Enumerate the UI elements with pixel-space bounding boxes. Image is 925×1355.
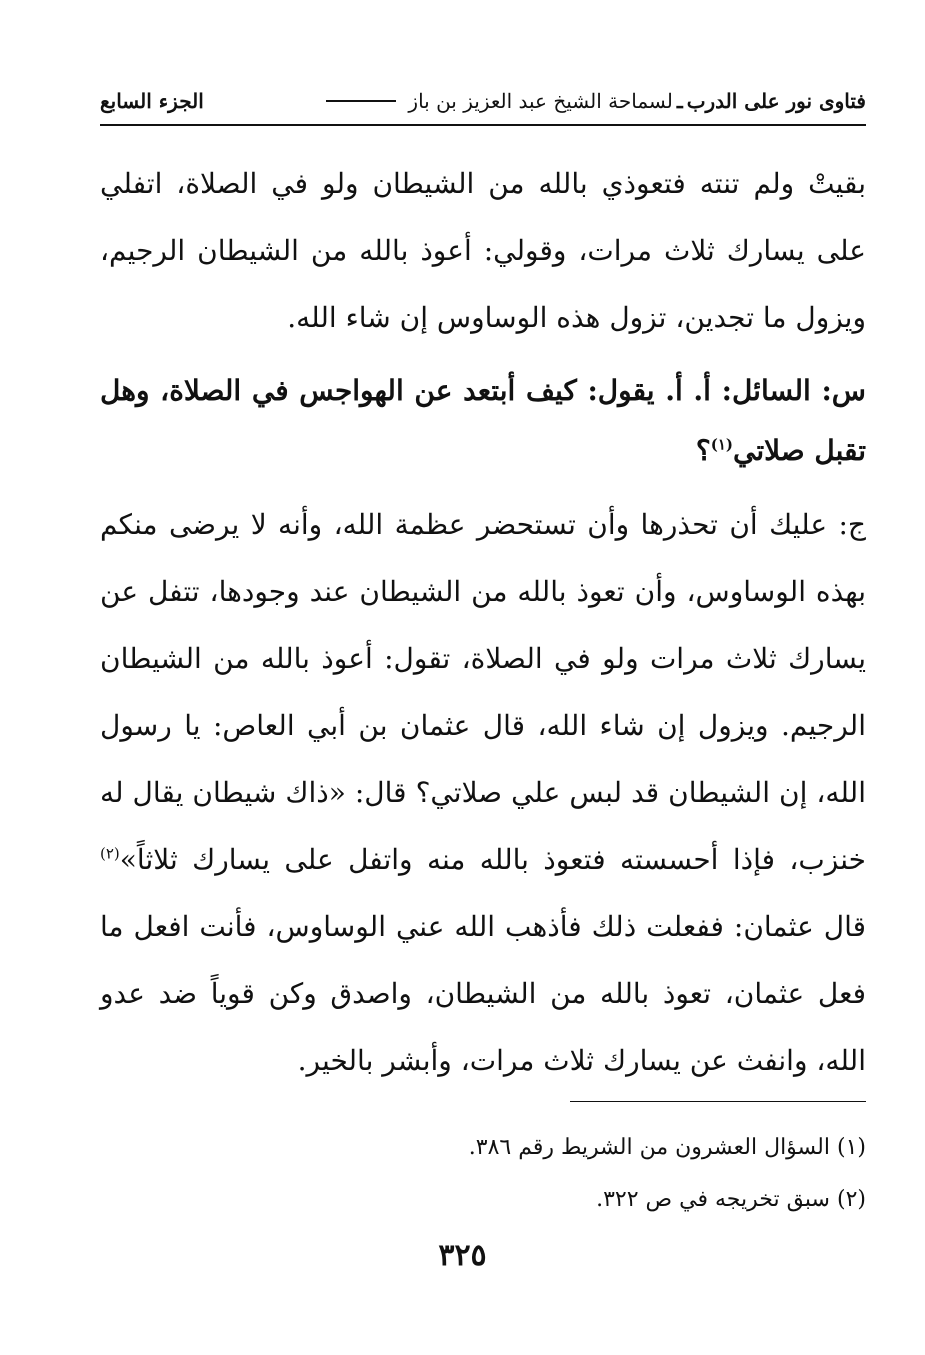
question-text: س: السائل: أ. أ. يقول: كيف أبتعد عن الهواجس في الصلاة، وهل تقبل صلاتي bbox=[100, 374, 866, 467]
running-header bbox=[100, 84, 866, 118]
header-author: لسماحة الشيخ عبد العزيز بن باز bbox=[408, 89, 673, 113]
header-rule bbox=[100, 124, 866, 126]
question-paragraph bbox=[100, 361, 866, 481]
header-book-info bbox=[318, 89, 866, 113]
footnote-ref-1: (١) bbox=[710, 435, 734, 454]
answer-text-part1: ج: عليك أن تحذرها وأن تستحضر عظمة الله، وأنه لا يرضى منكم بهذه الوساوس، وأن تعوذ بالله من الشيطان عند وجودها، تتفل عن يسارك ثلاث مرات ولو في الصلاة، تقول: أعوذ بالله من الشيطان الرجيم. ويزول إن شاء الله، قال عثمان بن أبي العاص: يا رسول الله، إن الشيطان قد لبس علي صلاتي؟ قال: «ذاك شيطان يقال له خنزب، فإذا أحسسته فتعوذ بالله منه واتفل على يسارك ثلاثاً» bbox=[100, 508, 866, 876]
main-text bbox=[100, 150, 866, 1094]
footnotes bbox=[100, 1122, 866, 1226]
header-separator-dash: ـ bbox=[676, 89, 683, 113]
footnote-ref-2: (٢) bbox=[100, 844, 120, 863]
footnote-2: (٢) سبق تخريجه في ص ٣٢٢. bbox=[596, 1187, 866, 1212]
header-volume-part: الجزء السابع bbox=[100, 89, 204, 113]
question-mark: ؟ bbox=[695, 434, 711, 467]
footnote-separator bbox=[570, 1101, 866, 1102]
page-number: ٣٢٥ bbox=[438, 1238, 487, 1273]
paragraph-continuation: بقيتْ ولم تنته فتعوذي بالله من الشيطان ولو في الصلاة، اتفلي على يسارك ثلاث مرات، وقولي: أعوذ بالله من الشيطان الرجيم، ويزول ما تجدين، تزول هذه الوساوس إن شاء الله. bbox=[100, 167, 866, 334]
answer-text-part2: قال عثمان: ففعلت ذلك فأذهب الله عني الوساوس، فأنت افعل ما فعل عثمان، تعوذ بالله من الشيطان، واصدق وكن قوياً ضد عدو الله، وانفث عن يسارك ثلاث مرات، وأبشر بالخير. bbox=[100, 910, 866, 1077]
header-book-title: فتاوى نور على الدرب bbox=[686, 89, 866, 113]
answer-paragraph bbox=[100, 491, 866, 1094]
header-dash-line bbox=[326, 100, 396, 102]
footnote-1: (١) السؤال العشرون من الشريط رقم ٣٨٦. bbox=[468, 1135, 866, 1160]
